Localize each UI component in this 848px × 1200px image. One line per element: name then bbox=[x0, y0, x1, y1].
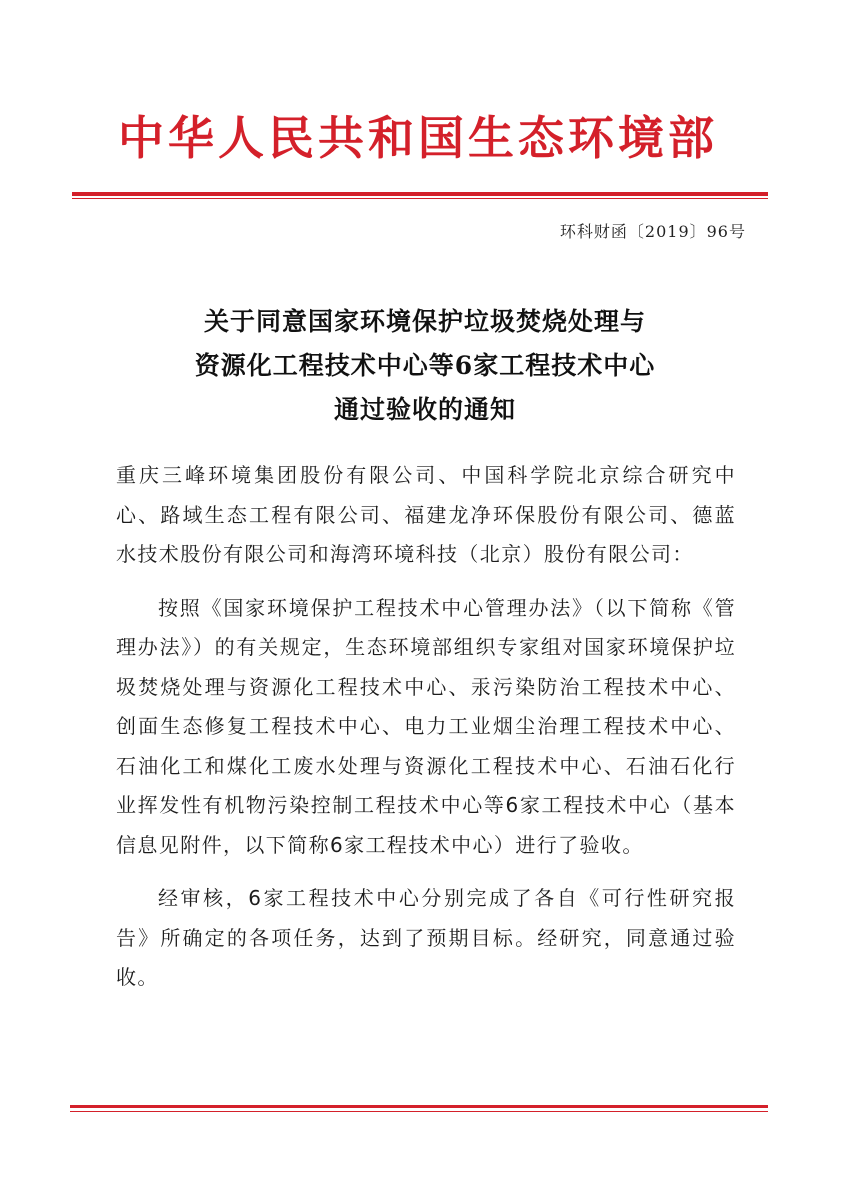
document-title bbox=[80, 300, 770, 432]
addressees: 重庆三峰环境集团股份有限公司、中国科学院北京综合研究中心、路域生态工程有限公司、福建龙净环保股份有限公司、德蓝水技术股份有限公司和海湾环境科技（北京）股份有限公司： bbox=[116, 463, 736, 566]
issuer-masthead: 中华人民共和国生态环境部 bbox=[118, 111, 718, 165]
header-red-rule bbox=[72, 192, 768, 196]
title-line-2: 资源化工程技术中心等6家工程技术中心 bbox=[194, 351, 656, 380]
footer-red-rule bbox=[70, 1105, 768, 1108]
title-line-1: 关于同意国家环境保护垃圾焚烧处理与 bbox=[203, 307, 646, 336]
body-paragraph-1: 按照《国家环境保护工程技术中心管理办法》（以下简称《管理办法》）的有关规定，生态环境部组织专家组对国家环境保护垃圾焚烧处理与资源化工程技术中心、汞污染防治工程技术中心、创面生态修复工程技术中心、电力工业烟尘治理工程技术中心、石油化工和煤化工废水处理与资源化工程技术中心、石油石化行业挥发性有机物污染控制工程技术中心等6家工程技术中心（基本信息见附件，以下简称6家工程技术中心）进行了验收。 bbox=[116, 595, 736, 857]
document-number: 环科财函〔2019〕96号 bbox=[559, 222, 746, 241]
body-paragraph-2: 经审核，6家工程技术中心分别完成了各自《可行性研究报告》所确定的各项任务，达到了预期目标。经研究，同意通过验收。 bbox=[116, 886, 736, 989]
document-body bbox=[116, 456, 736, 998]
title-line-3: 通过验收的通知 bbox=[333, 395, 516, 424]
